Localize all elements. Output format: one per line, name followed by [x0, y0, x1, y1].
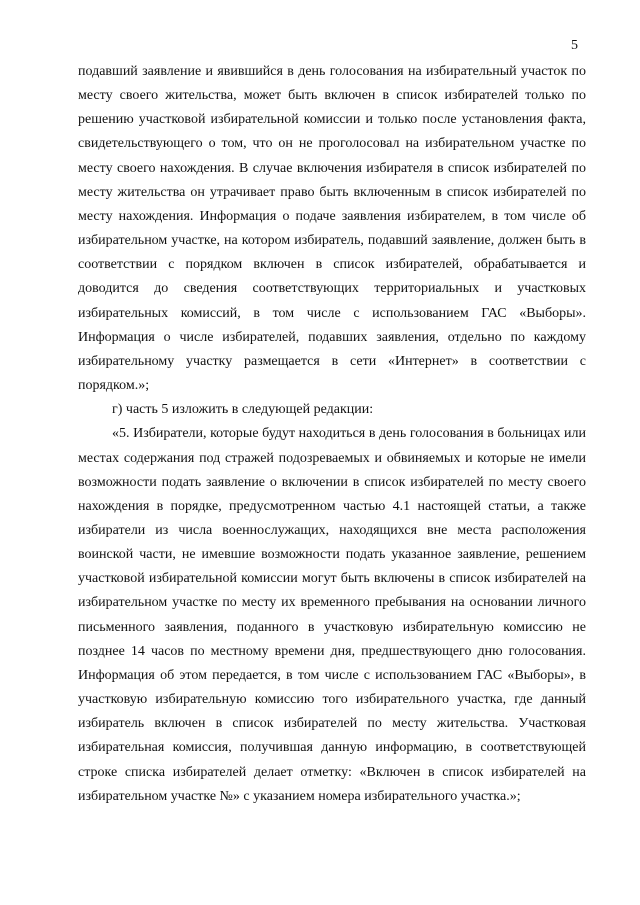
page-number: 5 — [571, 38, 578, 53]
document-body — [78, 60, 586, 809]
paragraph-amendment-item-g: г) часть 5 изложить в следующей редакции: — [112, 402, 374, 418]
paragraph-continuation: подавший заявление и явившийся в день голосования на избирательный участок по месту своего жительства, может быть включен в список избирателей только по решению участковой избирательной комиссии и только после установления факта, свидетельствующего о том, что он не проголосовал на избирательном участке по месту своего нахождения. В случае включения избирателя в список избирателей по месту жительства он утрачивает право быть включенным в список избирателей по месту нахождения. Информация о подаче заявления избирателем, в том числе об избирательном участке, на котором избиратель, подавший заявление, должен быть в соответствии с порядком включен в список избирателей, обрабатывается и доводится до сведения соответствующих территориальных и участковых избирательных комиссий, в том числе с использованием ГАС «Выборы». Информация о числе избирателей, подавших заявления, отдельно по каждому избирательному участку размещается в сети «Интернет» в соответствии с порядком.»; — [78, 64, 586, 394]
paragraph-part-5: «5. Избиратели, которые будут находиться в день голосования в больницах или местах содержания под стражей подозреваемых и обвиняемых и которые не имели возможности подать заявление о включении в список избирателей по месту своего нахождения в порядке, предусмотренном частью 4.1 настоящей статьи, а также избиратели из числа военнослужащих, находящихся вне места расположения воинской части, не имевшие возможности подать указанное заявление, решением участковой избирательной комиссии могут быть включены в список избирателей на избирательном участке по месту их временного пребывания на основании личного письменного заявления, поданного в участковую избирательную комиссию не позднее 14 часов по местному времени дня, предшествующего дню голосования. Информация об этом передается, в том числе с использованием ГАС «Выборы», в участковую избирательную комиссию того избирательного участка, где данный избиратель включен в список избирателей по месту жительства. Участковая избирательная комиссия, получившая данную информацию, в соответствующей строке списка избирателей делает отметку: «Включен в список избирателей на избирательном участке №» с указанием номера избирательного участка.»; — [78, 426, 586, 804]
